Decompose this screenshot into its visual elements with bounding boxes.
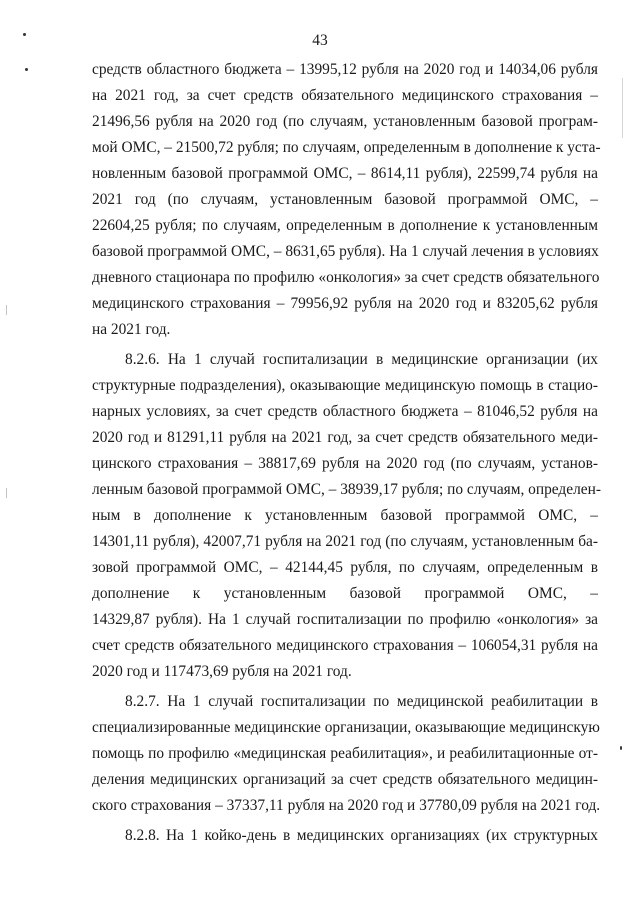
text-line: 14301,11 рубля), 42007,71 рубля на 2021 год (по случаям, установленным ба- — [92, 533, 598, 550]
scan-speck — [620, 746, 622, 750]
text-line: базовой программой ОМС, – 8631,65 рубля). На 1 случай лечения в условиях — [92, 243, 599, 260]
text-line: зовой программой ОМС, – 42144,45 рубля, по случаям, определенным в — [92, 559, 598, 576]
paragraph-8-2-8-start: 8.2.8. На 1 койко-день в медицинских организациях (их структурных — [125, 827, 598, 844]
text-line: 21496,56 рубля на 2020 год (по случаям, установленным базовой програм- — [92, 113, 598, 130]
text-line: новленным базовой программой ОМС, – 8614,11 рубля), 22599,74 рубля на — [92, 165, 598, 182]
scan-edge-mark — [6, 305, 7, 315]
text-line: ского страхования – 37337,11 рубля на 2020 год и 37780,09 рубля на 2021 год. — [92, 797, 601, 814]
text-line: деления медицинских организаций за счет средств обязательного медицин- — [92, 771, 598, 788]
scan-speck — [25, 68, 28, 71]
text-line: 14329,87 рубля). На 1 случай госпитализации по профилю «онкология» за — [92, 611, 598, 628]
page-number: 43 — [312, 32, 328, 49]
scan-edge-mark — [6, 488, 7, 498]
paragraph-8-2-6-start: 8.2.6. На 1 случай госпитализации в медицинские организации (их — [125, 351, 598, 368]
text-line: 2021 год (по случаям, установленным базовой программой ОМС, – — [92, 191, 598, 208]
text-line: средств областного бюджета – 13995,12 рубля на 2020 год и 14034,06 рубля — [92, 61, 598, 78]
text-line: структурные подразделения), оказывающие медицинскую помощь в стацио- — [92, 377, 598, 394]
text-line: на 2021 год. — [92, 321, 171, 338]
text-line: 2020 год и 81291,11 рубля на 2021 год, за счет средств обязательного меди- — [92, 429, 598, 446]
scan-edge-mark — [622, 78, 623, 138]
text-line: мой ОМС, – 21500,72 рубля; по случаям, определенным в дополнение к уста- — [92, 139, 601, 156]
text-line: специализированные медицинские организации, оказывающие медицинскую — [92, 719, 600, 736]
text-line: нарных условиях, за счет средств областного бюджета – 81046,52 рубля на — [92, 403, 598, 420]
text-line: 2020 год и 117473,69 рубля на 2021 год. — [92, 663, 352, 680]
paragraph-8-2-7-start: 8.2.7. На 1 случай госпитализации по медицинской реабилитации в — [125, 693, 598, 710]
text-line: медицинского страхования – 79956,92 рубля на 2020 год и 83205,62 рубля — [92, 295, 598, 312]
text-line: помощь по профилю «медицинская реабилитация», и реабилитационные от- — [92, 745, 598, 762]
text-line: цинского страхования – 38817,69 рубля на 2020 год (по случаям, установ- — [92, 455, 598, 472]
text-line: на 2021 год, за счет средств обязательного медицинского страхования – — [92, 87, 598, 104]
text-line: ным в дополнение к установленным базовой программой ОМС, – — [92, 507, 598, 524]
scan-speck — [23, 33, 26, 36]
text-line: ленным базовой программой ОМС, – 38939,17 рубля; по случаям, определен- — [92, 481, 601, 498]
text-line: счет средств обязательного медицинского страхования – 106054,31 рубля на — [92, 637, 598, 654]
text-line: 22604,25 рубля; по случаям, определенным в дополнение к установленным — [92, 217, 598, 234]
text-line: дневного стационара по профилю «онкология» за счет средств обязательного — [92, 269, 600, 286]
text-line: дополнение к установленным базовой программой ОМС, – — [92, 585, 598, 602]
